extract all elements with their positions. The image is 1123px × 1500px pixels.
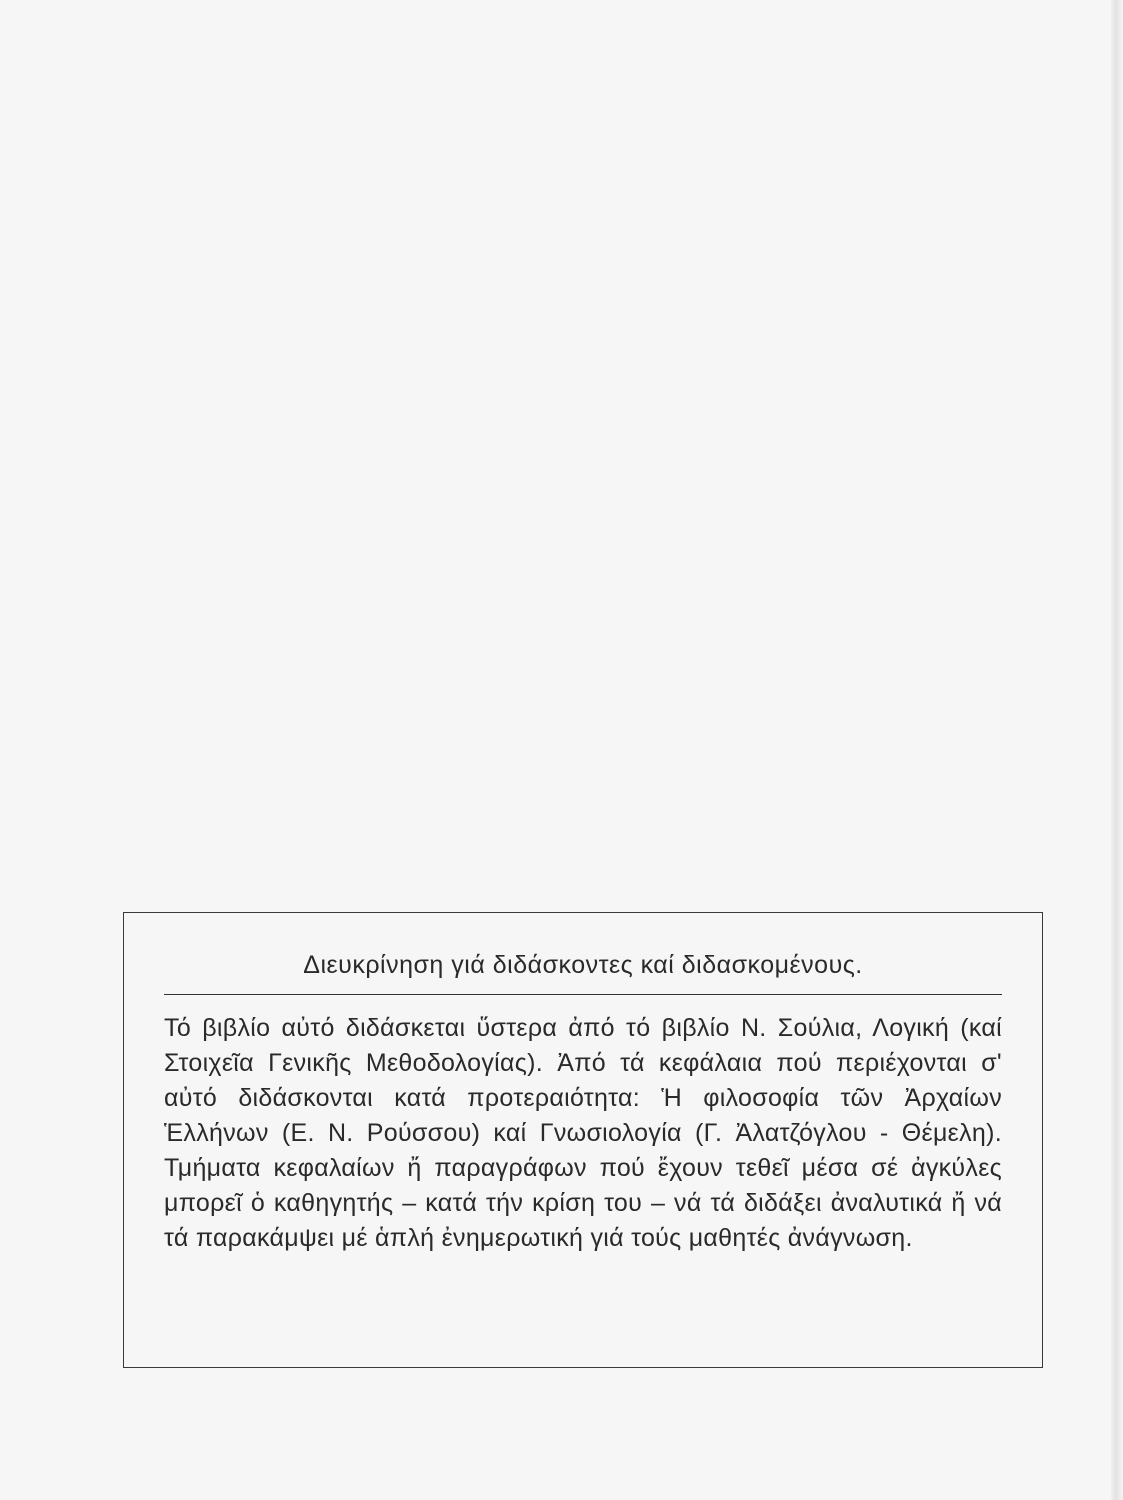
- clarification-notice-box: [123, 912, 1043, 1368]
- notice-title: Διευκρίνηση γιά διδάσκοντες καί διδασκομένους.: [303, 951, 863, 979]
- notice-body-text: Τό βιβλίο αὐτό διδάσκεται ὕστερα ἀπό τό βιβλίο Ν. Σούλια, Λογική (καί Στοιχεῖα Γενικῆς Μεθοδολογίας). Ἀπό τά κεφάλαια πού περιέχονται σ' αὐτό διδάσκονται κατά προτεραιότητα: Ἡ φιλοσοφία τῶν Ἀρχαίων Ἑλλήνων (Ε. Ν. Ρούσσου) καί Γνωσιολογία (Γ. Ἀλατζόγλου - Θέμελη). Τμήματα κεφαλαίων ἤ παραγράφων πού ἔχουν τεθεῖ μέσα σέ ἀγκύλες μπορεῖ ὁ καθηγητής – κατά τήν κρίση του – νά τά διδάξει ἀναλυτικά ἤ νά τά παρακάμψει μέ ἁπλή ἐνημερωτική γιά τούς μαθητές ἀνάγνωση.: [164, 1014, 1002, 1252]
- book-spine-edge: [1111, 0, 1123, 1500]
- notice-divider: [164, 994, 1002, 995]
